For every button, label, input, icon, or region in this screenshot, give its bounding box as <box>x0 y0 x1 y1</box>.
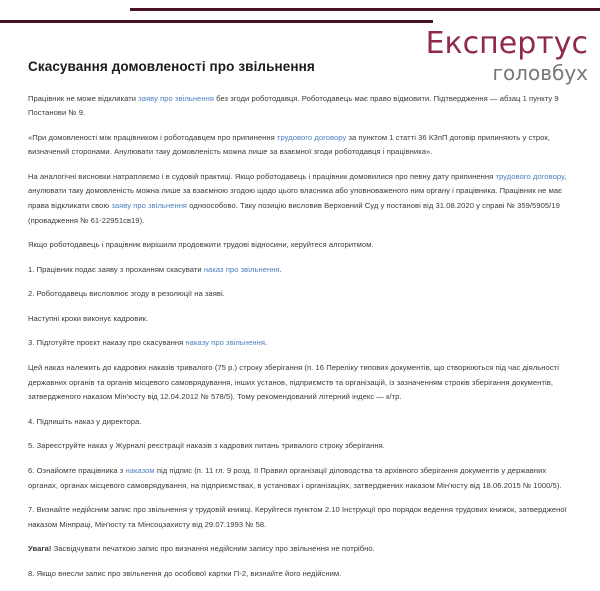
paragraph <box>28 503 576 532</box>
article-body <box>28 58 576 591</box>
paragraph <box>28 287 576 302</box>
inline-link[interactable]: наказ про звільнення <box>203 264 280 274</box>
brand-name: Експертус <box>425 26 588 61</box>
paragraph <box>28 567 576 582</box>
inline-link[interactable]: заяву про звільнення <box>111 201 188 211</box>
paragraph-text: Засвідчувати печаткою запис про визнання недійсним запису про звільнення не потрібно. <box>51 544 375 554</box>
inline-link[interactable]: заяву про звільнення <box>138 93 214 103</box>
paragraph-text: , анулювати таку домовленість можна лише за взаємною згодою щодо цього власника або уповноваженого ним органу і працівника. Працівник не має права відкликати свою <box>28 171 567 211</box>
paragraph-text: Якщо роботодавець і працівник вирішили продовжити трудові відносини, керуйтеся алгоритмом. <box>28 240 374 250</box>
paragraph <box>28 238 576 253</box>
paragraph-text: Цей наказ належить до кадрових наказів тривалого (75 р.) строку зберігання (п. 16 Переліку типових документів, що створюються під час діяльності державних органів та органів місцевого самоврядування, інших установ, підприємств та організацій, із зазначенням строків зберігання документів, затвердженого наказом Мін'юсту від 12.04.2012 № 578/5). Тому рекомендований літерний індекс — к/тр. <box>28 363 559 402</box>
paragraph <box>28 263 576 278</box>
paragraph-text: 8. Якщо внесли запис про звільнення до особової картки П-2, визнайте його недійсним. <box>28 568 342 578</box>
brand-subtitle: головбух <box>492 60 588 85</box>
paragraph <box>28 170 576 228</box>
header-rule-second <box>0 20 433 23</box>
paragraph-text: 6. Ознайомте працівника з <box>28 465 126 475</box>
paragraph-text: 5. Зареєструйте наказ у Журналі реєстрації наказів з кадрових питань тривалого строку зберігання. <box>28 441 385 451</box>
paragraph-text: Наступні кроки виконує кадровик. <box>28 313 149 323</box>
attention-label: Увага! <box>28 544 52 554</box>
inline-link[interactable]: трудового договору <box>276 132 347 142</box>
inline-link[interactable]: наказу про звільнення <box>185 338 266 348</box>
paragraph-text: Працівник не може відкликати <box>28 93 139 103</box>
header-rule-top <box>130 8 600 11</box>
inline-link[interactable]: трудового договору <box>495 171 565 181</box>
paragraph <box>28 336 576 351</box>
paragraph-text: 7. Визнайте недійсним запис про звільнення у трудовій книжці. Керуйтеся пунктом 2.10 Інструкції про порядок ведення трудових книжок, затвердженої наказом Мінпраці, Мін'юсту та Мінсоцзахисту від 29.07.1993 № 58. <box>28 505 567 529</box>
paragraph <box>28 92 576 121</box>
paragraph-text: . <box>265 338 268 348</box>
paragraph <box>28 415 576 430</box>
paragraph <box>28 361 576 405</box>
paragraph <box>28 131 576 160</box>
paragraph-list <box>28 92 576 582</box>
paragraph-text: 3. Підготуйте проєкт наказу про скасування <box>28 338 186 348</box>
paragraph-text: 2. Роботодавець висловлює згоду в резолюції на заяві. <box>28 289 225 299</box>
paragraph <box>28 439 576 454</box>
paragraph-text: 1. Працівник подає заяву з проханням скасувати <box>28 264 204 274</box>
paragraph <box>28 464 576 493</box>
inline-link[interactable]: наказом <box>125 465 155 475</box>
paragraph-text: під підпис (п. 11 гл. 9 розд. ІІ Правил організації діловодства та архівного зберігання документів у державних органах, органах місцевого самоврядування, на підприємствах, в установах і організаціях, затверджених наказом Мін'юсту від 18.06.2015 № 1000/5). <box>28 465 562 490</box>
paragraph-text: 4. Підпишіть наказ у директора. <box>28 416 142 426</box>
paragraph <box>28 542 576 557</box>
paragraph-text: за пунктом 1 статті 36 КЗпП договір припиняють у строк, визначений сторонами. Анулювати таку домовленість можна лише за взаємної згоди роботодавця і працівника». <box>28 132 550 157</box>
paragraph-text: «При домовленості між працівником і роботодавцем про припинення <box>28 132 277 142</box>
page-title: Скасування домовленості про звільнення <box>28 59 315 74</box>
paragraph <box>28 312 576 327</box>
paragraph-text: одноособово. Таку позицію висловив Верховний Суд у постанові від 31.08.2020 у справі № 359/5905/19 (провадження № 61-22951св19). <box>28 201 560 225</box>
paragraph-text: . <box>279 264 282 274</box>
paragraph-text: На аналогічні висновки натрапляємо і в судовій практиці. Якщо роботодавець і працівник домовилися про певну дату припинення <box>28 171 496 181</box>
paragraph-text: без згоди роботодавця. Роботодавець має право відмовити. Підтвердження — абзац 1 пункту 9 Постанови № 9. <box>28 93 559 118</box>
